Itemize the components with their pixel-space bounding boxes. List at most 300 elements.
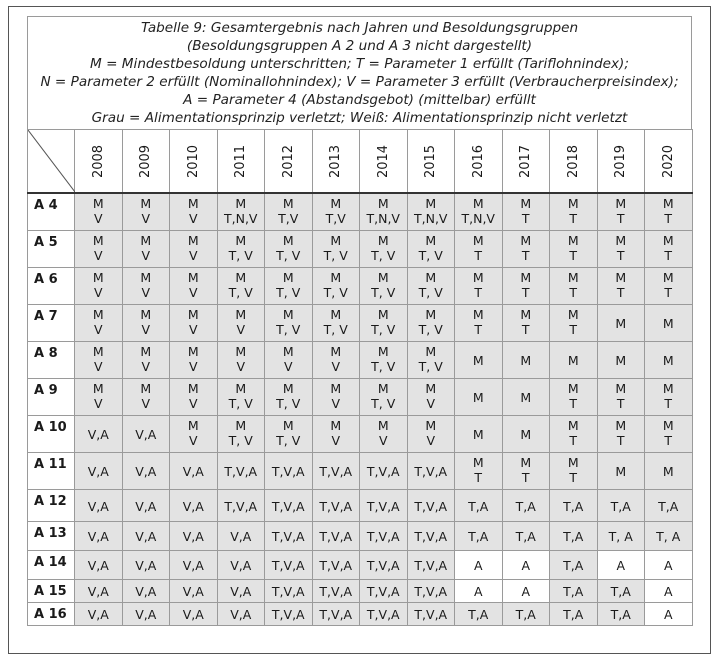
cell-line: M: [472, 427, 484, 442]
cell-line: T,V,A: [366, 529, 400, 544]
cell-line: M: [662, 316, 674, 331]
cell-line: M: [377, 343, 389, 359]
cell-line: M: [520, 306, 532, 322]
cell-line: M: [92, 196, 104, 211]
table-body: [28, 193, 693, 625]
year-label: 2009: [138, 144, 154, 179]
cell-line: T, V: [228, 432, 253, 448]
year-header: [645, 130, 693, 194]
cell-line: T, V: [323, 247, 348, 263]
cell-line: T,A: [563, 558, 584, 573]
result-cell: [217, 267, 265, 304]
cell-line: T: [521, 284, 530, 300]
cell-line: V: [236, 321, 246, 337]
cell-line: M: [520, 427, 532, 442]
cell-line: V: [331, 358, 341, 374]
cell-line: M: [377, 232, 389, 248]
cell-line: T, V: [418, 247, 443, 263]
result-cell: [75, 452, 123, 489]
result-cell: [597, 378, 645, 415]
result-cell: [455, 230, 503, 267]
cell-line: T: [569, 321, 578, 337]
result-cell: [265, 521, 313, 550]
cell-line: M: [615, 380, 627, 396]
cell-line: M: [140, 196, 152, 211]
cell-line: T: [521, 247, 530, 263]
cell-line: T, V: [418, 321, 443, 337]
cell-line: V: [93, 211, 103, 226]
cell-line: M: [377, 196, 389, 211]
cell-line: T, V: [371, 395, 396, 411]
cell-line: T,V,A: [271, 558, 305, 573]
result-cell: [312, 415, 360, 452]
result-cell: [75, 415, 123, 452]
cell-line: M: [567, 269, 579, 285]
cell-line: T: [569, 395, 578, 411]
cell-line: T, V: [276, 247, 301, 263]
caption-line: Grau = Alimentationsprinzip verletzt; Weiß: Alimentationsprinzip nicht verletzt: [91, 110, 628, 126]
cell-line: T: [569, 469, 578, 485]
cell-line: V,A: [182, 584, 204, 599]
cell-line: V,A: [87, 427, 109, 442]
cell-line: V: [141, 284, 151, 300]
cell-line: A: [473, 584, 483, 599]
cell-line: M: [330, 306, 342, 322]
result-cell: [502, 489, 550, 521]
result-cell: [645, 304, 693, 341]
result-cell: [360, 579, 408, 602]
result-cell: [455, 415, 503, 452]
cell-line: T, V: [228, 395, 253, 411]
caption-line: A = Parameter 4 (Abstandsgebot) (mittelbar) erfüllt: [183, 92, 536, 108]
result-cell: [597, 550, 645, 579]
caption-line: Tabelle 9: Gesamtergebnis nach Jahren und Besoldungsgruppen: [140, 20, 579, 36]
cell-line: T,A: [563, 584, 584, 599]
year-label: 2010: [185, 144, 201, 179]
result-cell: [645, 230, 693, 267]
result-cell: [645, 415, 693, 452]
result-cell: [502, 415, 550, 452]
cell-line: M: [567, 380, 579, 396]
cell-line: T, V: [276, 284, 301, 300]
result-cell: [407, 550, 455, 579]
cell-line: V,A: [87, 607, 109, 622]
result-cell: [550, 521, 598, 550]
result-cell: [122, 341, 170, 378]
table-row: [28, 521, 693, 550]
cell-line: M: [472, 196, 484, 211]
result-cell: [170, 415, 218, 452]
result-cell: [360, 550, 408, 579]
cell-line: M: [472, 232, 484, 248]
cell-line: T,A: [515, 498, 536, 514]
cell-line: T: [664, 211, 673, 226]
cell-line: T: [616, 284, 625, 300]
result-cell: [312, 550, 360, 579]
cell-line: T: [664, 432, 673, 448]
result-cell: [217, 521, 265, 550]
row-label: A 11: [28, 452, 75, 489]
cell-line: V: [141, 247, 151, 263]
cell-line: T, V: [371, 358, 396, 374]
result-cell: [312, 230, 360, 267]
corner-cell: [28, 130, 75, 194]
result-cell: [597, 452, 645, 489]
result-cell: [170, 579, 218, 602]
result-cell: [645, 579, 693, 602]
result-cell: [265, 230, 313, 267]
result-cell: [75, 602, 123, 625]
result-cell: [312, 452, 360, 489]
result-cell: [217, 415, 265, 452]
result-cell: [265, 304, 313, 341]
cell-line: V,A: [135, 529, 157, 544]
table-row: [28, 489, 693, 521]
cell-line: V: [93, 247, 103, 263]
cell-line: V: [188, 284, 198, 300]
cell-line: M: [615, 269, 627, 285]
result-cell: [597, 193, 645, 230]
cell-line: T, V: [323, 284, 348, 300]
cell-line: M: [140, 269, 152, 285]
cell-line: T,V,A: [271, 498, 305, 514]
cell-line: T, V: [371, 284, 396, 300]
cell-line: V,A: [87, 584, 109, 599]
result-cell: [597, 341, 645, 378]
result-cell: [170, 489, 218, 521]
cell-line: M: [330, 196, 342, 211]
cell-line: T, A: [656, 529, 681, 544]
cell-line: M: [615, 232, 627, 248]
cell-line: M: [377, 417, 389, 433]
cell-line: M: [330, 232, 342, 248]
result-cell: [550, 267, 598, 304]
result-cell: [597, 579, 645, 602]
result-cell: [312, 304, 360, 341]
result-cell: [645, 602, 693, 625]
result-cell: [170, 602, 218, 625]
cell-line: A: [473, 558, 483, 573]
table-row: [28, 602, 693, 625]
cell-line: T,V: [278, 211, 299, 226]
cell-line: T,V,A: [224, 464, 258, 479]
cell-line: T,N,V: [366, 211, 400, 226]
cell-line: T,N,V: [461, 211, 495, 226]
cell-line: M: [187, 196, 199, 211]
cell-line: T,N,V: [414, 211, 448, 226]
cell-line: M: [567, 417, 579, 433]
result-cell: [217, 378, 265, 415]
result-cell: [597, 602, 645, 625]
cell-line: V,A: [182, 529, 204, 544]
result-cell: [75, 341, 123, 378]
result-cell: [312, 341, 360, 378]
cell-line: V,A: [135, 584, 157, 599]
result-cell: [502, 378, 550, 415]
cell-line: M: [377, 269, 389, 285]
result-cell: [407, 602, 455, 625]
cell-line: T,A: [610, 607, 631, 622]
result-cell: [360, 521, 408, 550]
cell-line: A: [663, 558, 673, 573]
cell-line: V: [141, 211, 151, 226]
cell-line: V: [426, 432, 436, 448]
result-cell: [597, 267, 645, 304]
cell-line: T, V: [228, 247, 253, 263]
cell-line: M: [567, 454, 579, 470]
result-cell: [455, 267, 503, 304]
result-cell: [75, 489, 123, 521]
result-cell: [597, 489, 645, 521]
cell-line: V: [93, 284, 103, 300]
cell-line: M: [377, 306, 389, 322]
cell-line: M: [282, 380, 294, 396]
cell-line: M: [282, 269, 294, 285]
cell-line: M: [615, 316, 627, 331]
year-label: 2018: [565, 144, 581, 179]
result-cell: [550, 193, 598, 230]
result-cell: [217, 579, 265, 602]
cell-line: T: [616, 432, 625, 448]
result-cell: [360, 602, 408, 625]
cell-line: M: [472, 269, 484, 285]
result-cell: [312, 378, 360, 415]
year-header: [217, 130, 265, 194]
cell-line: M: [520, 454, 532, 470]
cell-line: M: [187, 306, 199, 322]
result-cell: [265, 267, 313, 304]
cell-line: T,V,A: [319, 498, 353, 514]
year-header: [502, 130, 550, 194]
cell-line: V,A: [182, 607, 204, 622]
row-label: A 14: [28, 550, 75, 579]
cell-line: M: [615, 353, 627, 368]
cell-line: T, V: [276, 395, 301, 411]
cell-line: V: [188, 395, 198, 411]
row-label: A 6: [28, 267, 75, 304]
cell-line: V,A: [135, 607, 157, 622]
cell-line: T,V,A: [366, 498, 400, 514]
cell-line: T: [474, 284, 483, 300]
cell-line: M: [425, 380, 437, 396]
result-cell: [312, 521, 360, 550]
cell-line: V: [236, 358, 246, 374]
result-cell: [455, 579, 503, 602]
result-cell: [550, 550, 598, 579]
cell-line: M: [662, 353, 674, 368]
cell-line: M: [520, 196, 532, 211]
cell-line: M: [567, 232, 579, 248]
cell-line: A: [663, 607, 673, 622]
result-cell: [75, 193, 123, 230]
cell-line: V,A: [230, 607, 252, 622]
result-cell: [550, 602, 598, 625]
result-cell: [217, 550, 265, 579]
result-cell: [455, 521, 503, 550]
result-cell: [312, 579, 360, 602]
result-cell: [407, 304, 455, 341]
result-cell: [75, 550, 123, 579]
cell-line: M: [662, 464, 674, 479]
result-cell: [122, 521, 170, 550]
result-cell: [122, 415, 170, 452]
result-cell: [122, 193, 170, 230]
result-cell: [502, 341, 550, 378]
cell-line: M: [425, 232, 437, 248]
cell-line: T,V,A: [271, 607, 305, 622]
year-header: [597, 130, 645, 194]
row-label: A 10: [28, 415, 75, 452]
result-cell: [455, 602, 503, 625]
result-cell: [360, 341, 408, 378]
cell-line: T,V,A: [366, 584, 400, 599]
result-cell: [502, 230, 550, 267]
cell-line: T,V,A: [414, 529, 448, 544]
cell-line: T,V,A: [271, 464, 305, 479]
result-cell: [502, 452, 550, 489]
result-cell: [122, 378, 170, 415]
row-label: A 4: [28, 193, 75, 230]
cell-line: T,V,A: [319, 607, 353, 622]
result-cell: [360, 489, 408, 521]
result-cell: [407, 452, 455, 489]
cell-line: M: [520, 353, 532, 368]
cell-line: M: [330, 417, 342, 433]
cell-line: A: [521, 584, 531, 599]
year-header: [265, 130, 313, 194]
cell-line: T,V,A: [414, 584, 448, 599]
result-cell: [455, 452, 503, 489]
result-cell: [75, 267, 123, 304]
cell-line: T: [569, 284, 578, 300]
result-cell: [75, 230, 123, 267]
result-cell: [265, 452, 313, 489]
result-cell: [407, 341, 455, 378]
cell-line: V: [426, 395, 436, 411]
cell-line: T,N,V: [224, 211, 258, 226]
table-row: [28, 550, 693, 579]
cell-line: T, V: [371, 247, 396, 263]
result-cell: [122, 452, 170, 489]
cell-line: T,A: [468, 607, 489, 622]
cell-line: V,A: [87, 558, 109, 573]
cell-line: M: [615, 196, 627, 211]
cell-line: T, V: [228, 284, 253, 300]
cell-line: M: [425, 269, 437, 285]
cell-line: M: [615, 417, 627, 433]
result-cell: [217, 230, 265, 267]
result-cell: [645, 341, 693, 378]
year-label: 2016: [470, 144, 486, 179]
result-cell: [550, 341, 598, 378]
cell-line: T,A: [610, 498, 631, 514]
result-cell: [407, 521, 455, 550]
result-cell: [407, 193, 455, 230]
cell-line: V: [188, 321, 198, 337]
row-label: A 13: [28, 521, 75, 550]
result-cell: [75, 579, 123, 602]
cell-line: V,A: [135, 498, 157, 514]
result-cell: [75, 378, 123, 415]
row-label: A 7: [28, 304, 75, 341]
result-cell: [645, 267, 693, 304]
result-cell: [312, 193, 360, 230]
result-cell: [455, 378, 503, 415]
cell-line: M: [472, 306, 484, 322]
cell-line: T,A: [468, 498, 489, 514]
result-cell: [75, 521, 123, 550]
cell-line: M: [235, 417, 247, 433]
result-cell: [265, 378, 313, 415]
cell-line: T,V,A: [224, 498, 258, 514]
cell-line: T,V,A: [366, 558, 400, 573]
cell-line: T,V,A: [414, 558, 448, 573]
cell-line: M: [282, 232, 294, 248]
result-cell: [502, 550, 550, 579]
year-label: 2015: [423, 144, 439, 179]
cell-line: V: [188, 358, 198, 374]
result-cell: [502, 193, 550, 230]
result-cell: [597, 230, 645, 267]
result-cell: [360, 415, 408, 452]
result-cell: [360, 230, 408, 267]
table-row: [28, 230, 693, 267]
cell-line: V: [141, 395, 151, 411]
result-cell: [170, 304, 218, 341]
cell-line: M: [140, 232, 152, 248]
cell-line: T: [521, 211, 530, 226]
cell-line: M: [282, 417, 294, 433]
cell-line: M: [187, 417, 199, 433]
cell-line: T,V,A: [414, 498, 448, 514]
cell-line: M: [662, 196, 674, 211]
cell-line: V: [188, 211, 198, 226]
cell-line: M: [282, 343, 294, 359]
result-cell: [170, 267, 218, 304]
caption-line: M = Mindestbesoldung unterschritten; T = Parameter 1 erfüllt (Tariflohnindex);: [90, 56, 629, 72]
cell-line: V: [93, 395, 103, 411]
result-cell: [645, 378, 693, 415]
cell-line: V: [188, 247, 198, 263]
result-cell: [122, 304, 170, 341]
result-cell: [407, 230, 455, 267]
cell-line: T: [474, 321, 483, 337]
cell-line: M: [425, 343, 437, 359]
row-label: A 8: [28, 341, 75, 378]
year-label: 2013: [328, 144, 344, 179]
cell-line: M: [187, 380, 199, 396]
cell-line: M: [520, 390, 532, 405]
year-label: 2019: [613, 144, 629, 179]
cell-line: V: [283, 358, 293, 374]
cell-line: T, V: [418, 284, 443, 300]
cell-line: M: [662, 232, 674, 248]
table-row: [28, 304, 693, 341]
cell-line: M: [330, 269, 342, 285]
result-cell: [455, 341, 503, 378]
cell-line: T: [521, 469, 530, 485]
result-cell: [217, 304, 265, 341]
result-cell: [645, 550, 693, 579]
result-cell: [265, 550, 313, 579]
cell-line: T,A: [515, 529, 536, 544]
table-caption: [27, 16, 692, 129]
result-cell: [645, 193, 693, 230]
table-row: [28, 378, 693, 415]
cell-line: M: [187, 269, 199, 285]
cell-line: V: [141, 358, 151, 374]
result-cell: [407, 579, 455, 602]
